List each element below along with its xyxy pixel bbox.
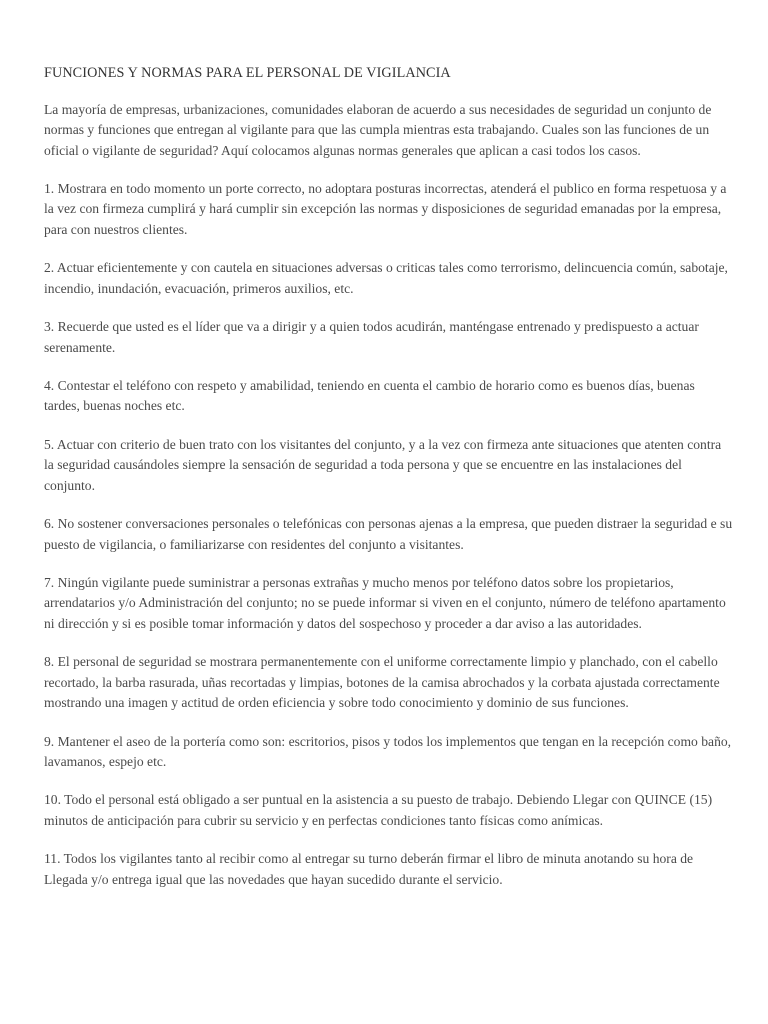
rule-item-4: 4. Contestar el teléfono con respeto y amabilidad, teniendo en cuenta el cambio de horario como es buenos días, buenas tardes, buenas noches etc. <box>44 378 695 414</box>
document-body <box>44 63 734 908</box>
rule-item-5: 5. Actuar con criterio de buen trato con los visitantes del conjunto, y a la vez con firmeza ante situaciones que atenten contra la seguridad causándoles siempre la sensación de seguridad a toda persona y que se encuentre en las instalaciones del conjunto. <box>44 437 722 493</box>
rule-item-3: 3. Recuerde que usted es el líder que va a dirigir y a quien todos acudirán, manténgase entrenado y predispuesto a actuar serenamente. <box>44 319 699 355</box>
rule-item-7: 7. Ningún vigilante puede suministrar a personas extrañas y mucho menos por teléfono datos sobre los propietarios, arrendatarios y/o Administración del conjunto; no se puede informar si viven en el conjunto, número de teléfono apartamento ni dirección y si es posible tomar información y datos del sospechoso y proceder a dar aviso a las autoridades. <box>44 575 726 631</box>
document-title: FUNCIONES Y NORMAS PARA EL PERSONAL DE VIGILANCIA <box>44 65 451 81</box>
rule-item-2: 2. Actuar eficientemente y con cautela en situaciones adversas o criticas tales como terrorismo, delincuencia común, sabotaje, incendio, inundación, evacuación, primeros auxilios, etc. <box>44 260 728 296</box>
rule-item-8: 8. El personal de seguridad se mostrara permanentemente con el uniforme correctamente limpio y planchado, con el cabello recortado, la barba rasurada, uñas recortadas y limpias, botones de la camisa abrochados y la corbata ajustada correctamente mostrando una imagen y actitud de orden eficiencia y sobre todo conocimiento y dominio de sus funciones. <box>44 654 720 710</box>
rule-item-10: 10. Todo el personal está obligado a ser puntual en la asistencia a su puesto de trabajo. Debiendo Llegar con QUINCE (15) minutos de anticipación para cubrir su servicio y en perfectas condiciones tanto físicas como anímicas. <box>44 792 713 828</box>
rule-item-1: 1. Mostrara en todo momento un porte correcto, no adoptara posturas incorrectas, atenderá el publico en forma respetuosa y a la vez con firmeza cumplirá y hará cumplir sin excepción las normas y disposiciones de seguridad emanadas por la empresa, para con nuestros clientes. <box>44 181 727 237</box>
rule-item-6: 6. No sostener conversaciones personales o telefónicas con personas ajenas a la empresa, que pueden distraer la seguridad e su puesto de vigilancia, o familiarizarse con residentes del conjunto a visitantes. <box>44 516 733 552</box>
rule-item-9: 9. Mantener el aseo de la portería como son: escritorios, pisos y todos los implementos que tengan en la recepción como baño, lavamanos, espejo etc. <box>44 733 732 769</box>
intro-paragraph: La mayoría de empresas, urbanizaciones, comunidades elaboran de acuerdo a sus necesidades de seguridad un conjunto de normas y funciones que entregan al vigilante para que las cumpla mientras esta trabajando. Cuales son las funciones de un oficial o vigilante de seguridad? Aquí colocamos algunas normas generales que aplican a casi todos los casos. <box>44 102 712 158</box>
rule-item-11: 11. Todos los vigilantes tanto al recibir como al entregar su turno deberán firmar el libro de minuta anotando su hora de Llegada y/o entrega igual que las novedades que hayan sucedido durante el servicio. <box>44 851 694 887</box>
